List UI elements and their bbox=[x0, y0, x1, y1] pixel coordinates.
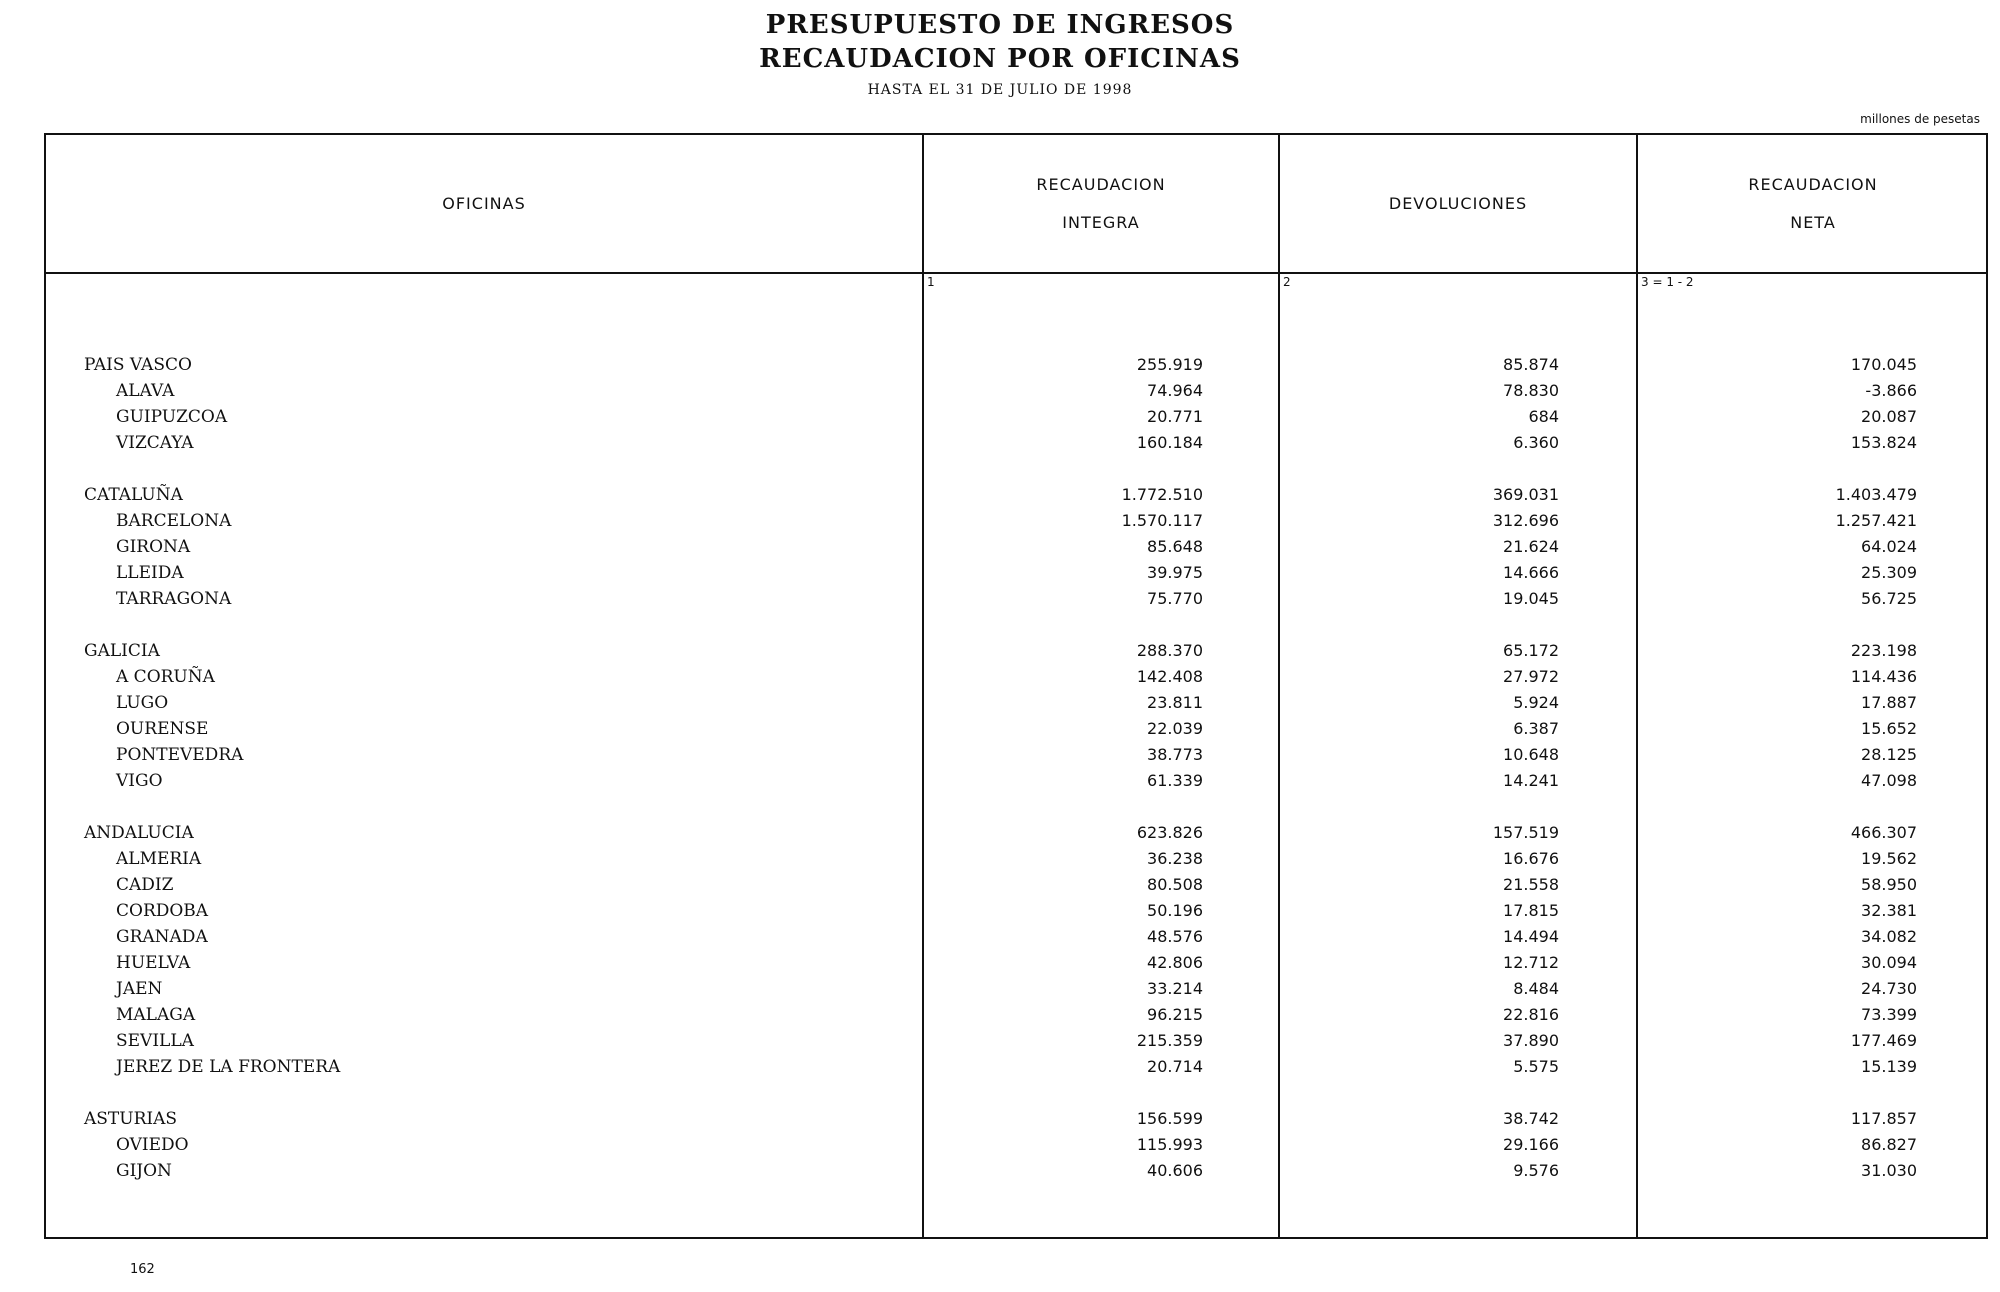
office-name: GALICIA bbox=[84, 641, 160, 661]
devoluciones-value: 17.815 bbox=[1503, 901, 1559, 920]
devoluciones-value: 21.558 bbox=[1503, 875, 1559, 894]
recaudacion-neta-value: 19.562 bbox=[1861, 849, 1917, 868]
devoluciones-value: 37.890 bbox=[1503, 1031, 1559, 1050]
recaudacion-neta-value: 32.381 bbox=[1861, 901, 1917, 920]
devoluciones-value: 5.924 bbox=[1513, 693, 1559, 712]
recaudacion-integra-value: 75.770 bbox=[1147, 589, 1203, 608]
office-row bbox=[46, 950, 1986, 976]
recaudacion-neta-value: 58.950 bbox=[1861, 875, 1917, 894]
recaudacion-neta-value: 47.098 bbox=[1861, 771, 1917, 790]
devoluciones-value: 29.166 bbox=[1503, 1135, 1559, 1154]
recaudacion-neta-value: 34.082 bbox=[1861, 927, 1917, 946]
devoluciones-value: 22.816 bbox=[1503, 1005, 1559, 1024]
office-name: CORDOBA bbox=[116, 901, 209, 921]
devoluciones-value: 369.031 bbox=[1492, 485, 1559, 504]
recaudacion-neta-value: 30.094 bbox=[1861, 953, 1917, 972]
office-name: ANDALUCIA bbox=[84, 823, 194, 843]
devoluciones-value: 8.484 bbox=[1513, 979, 1559, 998]
office-row bbox=[46, 976, 1986, 1002]
recaudacion-integra-value: 142.408 bbox=[1136, 667, 1203, 686]
office-name: JEREZ DE LA FRONTERA bbox=[116, 1057, 341, 1077]
recaudacion-integra-value: 38.773 bbox=[1147, 745, 1203, 764]
recaudacion-integra-value: 85.648 bbox=[1147, 537, 1203, 556]
devoluciones-value: 6.360 bbox=[1513, 433, 1559, 452]
office-row bbox=[46, 898, 1986, 924]
office-row bbox=[46, 1132, 1986, 1158]
recaudacion-integra-value: 22.039 bbox=[1147, 719, 1203, 738]
recaudacion-neta-value: 114.436 bbox=[1850, 667, 1917, 686]
office-name: OVIEDO bbox=[116, 1135, 189, 1155]
office-name: CADIZ bbox=[116, 875, 174, 895]
recaudacion-neta-value: 117.857 bbox=[1850, 1109, 1917, 1128]
devoluciones-value: 312.696 bbox=[1492, 511, 1559, 530]
header-recaudacion-neta bbox=[1638, 135, 1988, 272]
recaudacion-neta-value: 24.730 bbox=[1861, 979, 1917, 998]
office-row bbox=[46, 534, 1986, 560]
office-row bbox=[46, 560, 1986, 586]
region-row bbox=[46, 482, 1986, 508]
header-devoluciones bbox=[1280, 135, 1636, 272]
devoluciones-value: 21.624 bbox=[1503, 537, 1559, 556]
recaudacion-integra-value: 255.919 bbox=[1136, 355, 1203, 374]
recaudacion-integra-value: 42.806 bbox=[1147, 953, 1203, 972]
table-body bbox=[46, 352, 1986, 1184]
office-name: TARRAGONA bbox=[116, 589, 232, 609]
header-divider bbox=[46, 272, 1986, 274]
office-name: GIRONA bbox=[116, 537, 191, 557]
recaudacion-neta-value: 28.125 bbox=[1861, 745, 1917, 764]
office-name: PAIS VASCO bbox=[84, 355, 192, 375]
recaudacion-neta-value: 223.198 bbox=[1850, 641, 1917, 660]
recaudacion-integra-value: 115.993 bbox=[1136, 1135, 1203, 1154]
recaudacion-neta-value: 153.824 bbox=[1850, 433, 1917, 452]
recaudacion-neta-value: 466.307 bbox=[1850, 823, 1917, 842]
recaudacion-neta-value: 31.030 bbox=[1861, 1161, 1917, 1180]
office-row bbox=[46, 378, 1986, 404]
recaudacion-neta-value: 17.887 bbox=[1861, 693, 1917, 712]
recaudacion-neta-value: 15.139 bbox=[1861, 1057, 1917, 1076]
region-row bbox=[46, 1106, 1986, 1132]
office-name: MALAGA bbox=[116, 1005, 196, 1025]
devoluciones-value: 6.387 bbox=[1513, 719, 1559, 738]
units-note: millones de pesetas bbox=[1860, 112, 1980, 126]
devoluciones-value: 19.045 bbox=[1503, 589, 1559, 608]
page-number: 162 bbox=[130, 1262, 155, 1277]
devoluciones-value: 14.241 bbox=[1503, 771, 1559, 790]
recaudacion-neta-value: -3.866 bbox=[1865, 381, 1917, 400]
header-neta-line1: RECAUDACION bbox=[1748, 174, 1878, 194]
revenue-table bbox=[44, 133, 1988, 1239]
recaudacion-integra-value: 288.370 bbox=[1136, 641, 1203, 660]
devoluciones-value: 27.972 bbox=[1503, 667, 1559, 686]
region-row bbox=[46, 820, 1986, 846]
recaudacion-neta-value: 64.024 bbox=[1861, 537, 1917, 556]
office-name: SEVILLA bbox=[116, 1031, 194, 1051]
office-row bbox=[46, 508, 1986, 534]
report-title: PRESUPUESTO DE INGRESOS bbox=[765, 10, 1235, 40]
devoluciones-value: 16.676 bbox=[1503, 849, 1559, 868]
office-name: LUGO bbox=[116, 693, 169, 713]
office-row bbox=[46, 586, 1986, 612]
devoluciones-value: 5.575 bbox=[1513, 1057, 1559, 1076]
office-name: ALMERIA bbox=[116, 849, 202, 869]
recaudacion-neta-value: 73.399 bbox=[1861, 1005, 1917, 1024]
office-row bbox=[46, 404, 1986, 430]
header-integra-line2: INTEGRA bbox=[1062, 212, 1140, 232]
recaudacion-neta-value: 15.652 bbox=[1861, 719, 1917, 738]
office-row bbox=[46, 716, 1986, 742]
recaudacion-neta-value: 177.469 bbox=[1850, 1031, 1917, 1050]
recaudacion-integra-value: 80.508 bbox=[1147, 875, 1203, 894]
office-row bbox=[46, 924, 1986, 950]
header-recaudacion-integra bbox=[924, 135, 1278, 272]
recaudacion-neta-value: 25.309 bbox=[1861, 563, 1917, 582]
region-row bbox=[46, 352, 1986, 378]
recaudacion-neta-value: 20.087 bbox=[1861, 407, 1917, 426]
office-row bbox=[46, 1028, 1986, 1054]
header-neta-line2: NETA bbox=[1790, 212, 1836, 232]
recaudacion-neta-value: 1.257.421 bbox=[1835, 511, 1917, 530]
recaudacion-integra-value: 623.826 bbox=[1136, 823, 1203, 842]
devoluciones-value: 684 bbox=[1528, 407, 1559, 426]
recaudacion-integra-value: 61.339 bbox=[1147, 771, 1203, 790]
office-row bbox=[46, 1002, 1986, 1028]
recaudacion-integra-value: 74.964 bbox=[1147, 381, 1203, 400]
office-row bbox=[46, 742, 1986, 768]
recaudacion-integra-value: 40.606 bbox=[1147, 1161, 1203, 1180]
devoluciones-value: 12.712 bbox=[1503, 953, 1559, 972]
office-name: GUIPUZCOA bbox=[116, 407, 228, 427]
devoluciones-value: 65.172 bbox=[1503, 641, 1559, 660]
recaudacion-neta-value: 86.827 bbox=[1861, 1135, 1917, 1154]
devoluciones-value: 85.874 bbox=[1503, 355, 1559, 374]
recaudacion-neta-value: 1.403.479 bbox=[1835, 485, 1917, 504]
office-name: CATALUÑA bbox=[84, 485, 183, 505]
recaudacion-integra-value: 36.238 bbox=[1147, 849, 1203, 868]
recaudacion-integra-value: 33.214 bbox=[1147, 979, 1203, 998]
recaudacion-integra-value: 1.772.510 bbox=[1121, 485, 1203, 504]
recaudacion-neta-value: 56.725 bbox=[1861, 589, 1917, 608]
recaudacion-integra-value: 20.714 bbox=[1147, 1057, 1203, 1076]
office-name: JAEN bbox=[116, 979, 163, 999]
report-subtitle: RECAUDACION POR OFICINAS bbox=[759, 44, 1241, 74]
header-oficinas-label: OFICINAS bbox=[442, 193, 526, 213]
recaudacion-integra-value: 96.215 bbox=[1147, 1005, 1203, 1024]
office-name: VIZCAYA bbox=[116, 433, 194, 453]
recaudacion-integra-value: 160.184 bbox=[1136, 433, 1203, 452]
office-row bbox=[46, 1158, 1986, 1184]
devoluciones-value: 9.576 bbox=[1513, 1161, 1559, 1180]
devoluciones-value: 157.519 bbox=[1492, 823, 1559, 842]
office-row bbox=[46, 690, 1986, 716]
office-name: LLEIDA bbox=[116, 563, 184, 583]
devoluciones-value: 10.648 bbox=[1503, 745, 1559, 764]
column-number-2: 2 bbox=[1283, 275, 1291, 289]
office-name: HUELVA bbox=[116, 953, 191, 973]
office-row bbox=[46, 768, 1986, 794]
office-name: GIJON bbox=[116, 1161, 172, 1181]
office-name: A CORUÑA bbox=[116, 667, 215, 687]
recaudacion-integra-value: 20.771 bbox=[1147, 407, 1203, 426]
recaudacion-integra-value: 1.570.117 bbox=[1121, 511, 1203, 530]
header-oficinas bbox=[46, 135, 922, 272]
office-row bbox=[46, 872, 1986, 898]
header-devoluciones-label: DEVOLUCIONES bbox=[1388, 193, 1528, 213]
recaudacion-integra-value: 48.576 bbox=[1147, 927, 1203, 946]
office-row bbox=[46, 664, 1986, 690]
recaudacion-integra-value: 50.196 bbox=[1147, 901, 1203, 920]
recaudacion-integra-value: 39.975 bbox=[1147, 563, 1203, 582]
recaudacion-integra-value: 215.359 bbox=[1136, 1031, 1203, 1050]
devoluciones-value: 14.494 bbox=[1503, 927, 1559, 946]
office-row bbox=[46, 1054, 1986, 1080]
recaudacion-integra-value: 156.599 bbox=[1136, 1109, 1203, 1128]
office-name: ALAVA bbox=[116, 381, 175, 401]
region-row bbox=[46, 638, 1986, 664]
office-name: GRANADA bbox=[116, 927, 208, 947]
header-integra-line1: RECAUDACION bbox=[1036, 174, 1166, 194]
recaudacion-integra-value: 23.811 bbox=[1147, 693, 1203, 712]
devoluciones-value: 14.666 bbox=[1503, 563, 1559, 582]
report-date: HASTA EL 31 DE JULIO DE 1998 bbox=[867, 82, 1133, 98]
office-name: OURENSE bbox=[116, 719, 209, 739]
column-number-1: 1 bbox=[927, 275, 935, 289]
recaudacion-neta-value: 170.045 bbox=[1850, 355, 1917, 374]
office-name: BARCELONA bbox=[116, 511, 232, 531]
column-number-3: 3 = 1 - 2 bbox=[1641, 275, 1694, 289]
office-name: PONTEVEDRA bbox=[116, 745, 244, 765]
devoluciones-value: 38.742 bbox=[1503, 1109, 1559, 1128]
devoluciones-value: 78.830 bbox=[1503, 381, 1559, 400]
office-row bbox=[46, 846, 1986, 872]
office-name: VIGO bbox=[116, 771, 163, 791]
office-name: ASTURIAS bbox=[84, 1109, 178, 1129]
office-row bbox=[46, 430, 1986, 456]
